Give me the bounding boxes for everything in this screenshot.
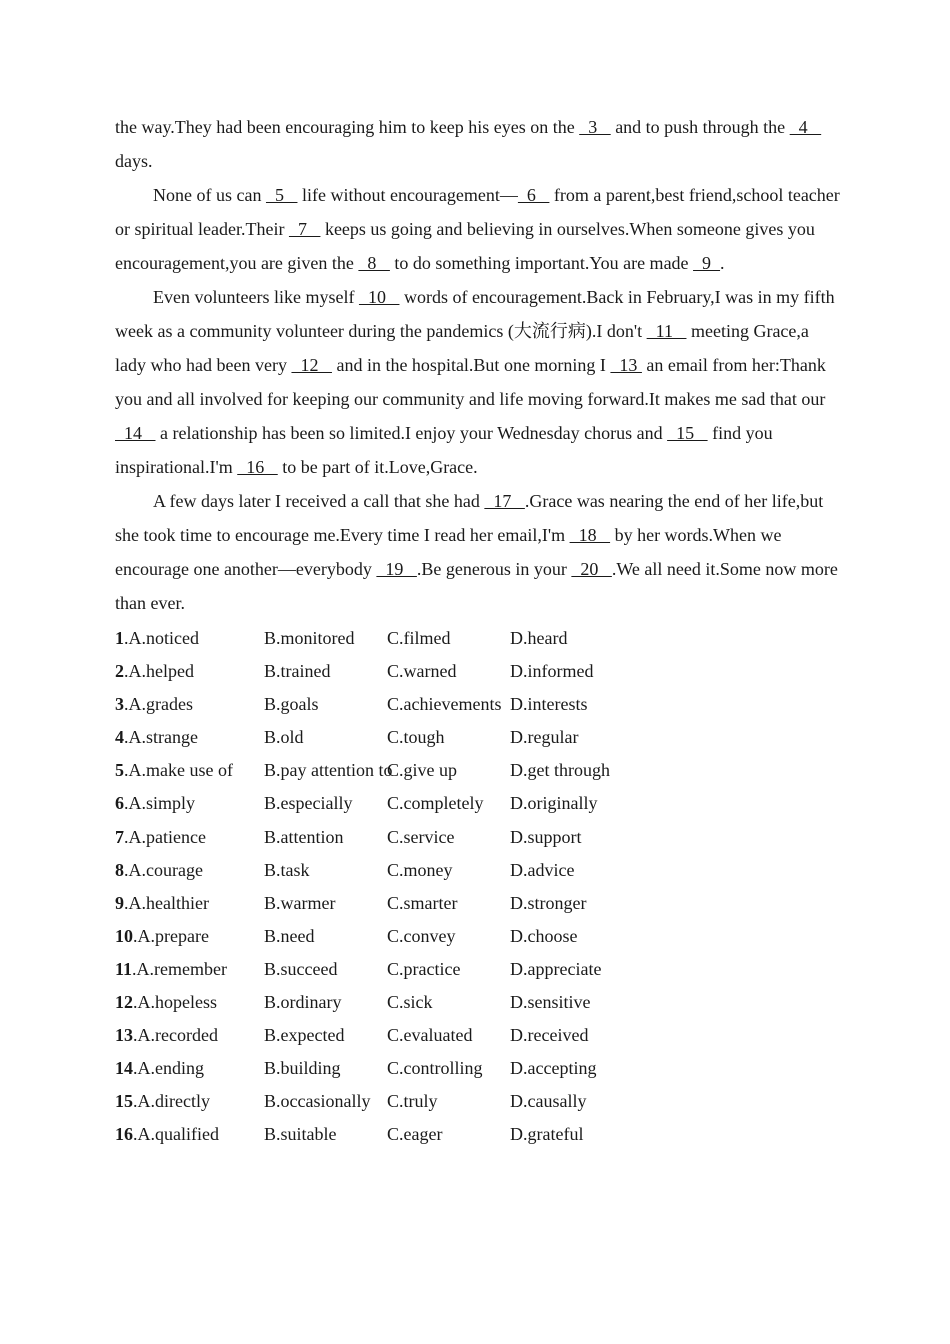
option-a [115,821,264,854]
option-b: B.monitored [264,628,355,648]
option-b: B.expected [264,1025,345,1046]
question-row [115,887,840,920]
question-number: 5 [115,760,124,781]
question-row [115,920,840,953]
option-d: D.sensitive [510,992,591,1013]
option-b: B.especially [264,793,353,814]
option-a [115,920,264,953]
passage-text: .Grace was nearing the end of her life,but she took time to encourage me.Every time I read her email,I'm [115,491,824,545]
option-a [115,787,264,820]
option-b: B.warmer [264,892,336,913]
passage-text: the way.They had been encouraging him to keep his eyes on the [115,117,580,137]
cloze-passage [115,110,840,620]
answer-blank: 16 [237,457,278,477]
option-a-text: .A.helped [124,661,194,682]
passage-text: .We all need it.Some now more than ever. [115,559,838,613]
option-c: C.warned [387,661,457,682]
question-row [115,854,840,887]
document-page [115,110,840,1152]
option-d: D.stronger [510,892,587,913]
option-a [115,986,264,1019]
passage-text: to do something important.You are made [389,253,694,273]
option-c: C.filmed [387,628,451,648]
passage-text: to be part of it.Love,Grace. [277,457,478,477]
answer-blank: 14 [115,423,156,443]
question-row [115,1052,840,1085]
passage-text: life without encouragement— [297,185,518,205]
option-a [115,1019,264,1052]
passage-text: from a parent,best friend,school teacher or spiritual leader.Their [115,185,840,239]
option-d: D.originally [510,793,598,814]
question-number: 4 [115,727,124,748]
option-b: B.succeed [264,958,338,979]
answer-blank: 5 [265,185,298,205]
option-c: C.completely [387,793,484,814]
passage-paragraph [115,484,840,620]
option-c: C.eager [387,1124,443,1145]
option-b: B.need [264,925,315,946]
option-b: B.attention [264,826,344,847]
answer-blank: 6 [517,185,550,205]
option-d: D.choose [510,925,578,946]
passage-text: a relationship has been so limited.I enjoy your Wednesday chorus and [155,423,668,443]
option-a [115,887,264,920]
question-row [115,754,840,787]
passage-paragraph [115,280,840,484]
option-b: B.occasionally [264,1091,371,1112]
option-c: C.truly [387,1091,438,1112]
option-b: B.task [264,859,310,880]
option-a-text: .A.recorded [133,1025,218,1046]
option-a-text: .A.grades [124,694,193,715]
option-c: C.convey [387,925,456,946]
question-number: 2 [115,661,124,682]
question-number: 11 [115,958,133,979]
question-row [115,622,840,655]
option-a-text: .A.strange [124,727,198,748]
passage-text: None of us can [153,185,266,205]
passage-text: days. [115,151,153,171]
answer-blank: 4 [789,117,822,137]
passage-paragraph [115,178,840,280]
option-a-text: .A.directly [133,1091,210,1112]
question-number: 15 [115,1091,133,1112]
option-c: C.tough [387,727,445,748]
option-d: D.interests [510,694,588,715]
answer-blank: 19 [376,559,417,579]
option-c: C.money [387,859,453,880]
question-row [115,953,840,986]
passage-text: an email from her:Thank you and all involved for keeping our community and life moving forward.It makes me sad that our [115,355,826,409]
question-number: 14 [115,1058,133,1079]
question-number: 7 [115,826,124,847]
option-a [115,1052,264,1085]
question-number: 10 [115,925,133,946]
option-b: B.trained [264,661,331,682]
option-c: C.smarter [387,892,458,913]
answer-blank: 18 [569,525,611,545]
option-a-text: .A.make use of [124,760,233,781]
option-a-text: .A.simply [124,793,196,814]
passage-text: and to push through the [610,117,790,137]
question-row [115,986,840,1019]
option-a [115,1118,264,1151]
option-c: C.service [387,826,455,847]
option-c: C.evaluated [387,1025,473,1046]
option-c: C.give up [387,760,457,781]
option-a-text: .A.courage [124,859,203,880]
question-number: 9 [115,892,124,913]
question-number: 13 [115,1025,133,1046]
answer-blank: 3 [579,117,611,137]
passage-text: A few days later I received a call that she had [153,491,485,511]
question-row [115,688,840,721]
option-d: D.support [510,826,582,847]
option-c: C.achievements [387,694,502,715]
option-a-text: .A.noticed [124,628,199,648]
answer-blank: 20 [571,559,612,579]
option-a-text: .A.hopeless [133,992,217,1013]
option-b: B.building [264,1058,341,1079]
question-number: 6 [115,793,124,814]
answer-blank: 17 [484,491,525,511]
option-a [115,854,264,887]
option-b: B.goals [264,694,319,715]
passage-text: by her words.When we encourage one another—everybody [115,525,782,579]
option-d: D.heard [510,628,568,648]
question-row [115,1019,840,1052]
option-d: D.accepting [510,1058,597,1079]
question-row [115,787,840,820]
question-number: 8 [115,859,124,880]
option-a [115,754,264,787]
answer-blank: 15 [667,423,708,443]
option-a-text: .A.healthier [124,892,209,913]
option-a [115,721,264,754]
question-number: 16 [115,1124,133,1145]
option-a [115,1085,264,1118]
question-number: 1 [115,628,124,648]
answer-blank: 9 [693,253,721,273]
answer-blank: 7 [288,219,321,239]
answer-blank: 12 [291,355,332,375]
passage-text: find you inspirational.I'm [115,423,773,477]
option-d: D.grateful [510,1124,584,1145]
option-a-text: .A.qualified [133,1124,219,1145]
option-d: D.get through [510,760,610,781]
passage-text: keeps us going and believing in ourselves.When someone gives you encouragement,you are given the [115,219,815,273]
passage-text: .Be generous in your [416,559,572,579]
answer-blank: 11 [646,321,687,341]
question-row [115,1118,840,1151]
option-a-text: .A.remember [132,958,227,979]
option-a [115,622,264,655]
option-b: B.suitable [264,1124,337,1145]
option-b: B.pay attention to [264,760,393,781]
passage-paragraph [115,110,840,178]
option-c: C.practice [387,958,461,979]
passage-text: words of encouragement.Back in February,I was in my fifth week as a community volunteer during the pandemics (大流行病).I don't [115,287,835,341]
question-row [115,821,840,854]
question-row [115,655,840,688]
passage-text: . [720,253,725,273]
answer-blank: 8 [358,253,390,273]
option-a [115,688,264,721]
option-c: C.controlling [387,1058,483,1079]
option-d: D.received [510,1025,589,1046]
option-a-text: .A.patience [124,826,206,847]
question-number: 3 [115,694,124,715]
option-b: B.ordinary [264,992,342,1013]
option-a-text: .A.ending [133,1058,204,1079]
answer-blank: 13 [610,355,642,375]
question-row [115,721,840,754]
option-d: D.regular [510,727,579,748]
answer-blank: 10 [358,287,400,307]
answer-options [115,622,840,1152]
option-b: B.old [264,727,304,748]
option-c: C.sick [387,992,433,1013]
passage-text: meeting Grace,a lady who had been very [115,321,809,375]
option-a [115,655,264,688]
option-a-text: .A.prepare [133,925,209,946]
passage-text: and in the hospital.But one morning I [331,355,611,375]
option-d: D.appreciate [510,958,602,979]
option-d: D.informed [510,661,594,682]
question-row [115,1085,840,1118]
option-a [115,953,264,986]
option-d: D.causally [510,1091,587,1112]
option-d: D.advice [510,859,575,880]
question-number: 12 [115,992,133,1013]
passage-text: Even volunteers like myself [153,287,359,307]
